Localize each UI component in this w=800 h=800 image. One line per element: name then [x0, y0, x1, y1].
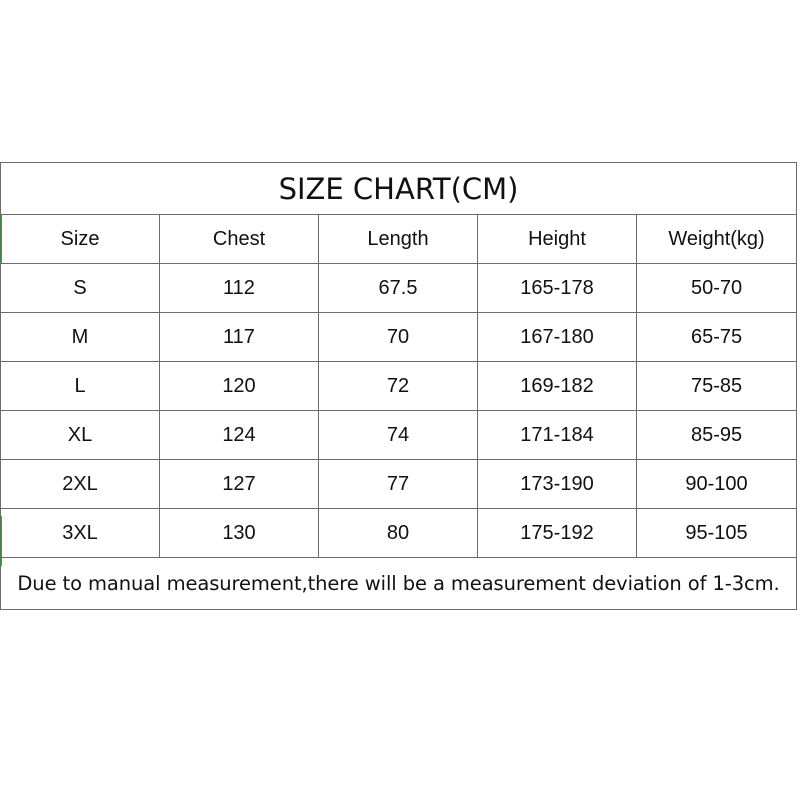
- column-header-chest: Chest: [160, 215, 319, 264]
- height-cell: 173-190: [478, 460, 637, 509]
- chest-cell: 124: [160, 411, 319, 460]
- size-cell: 2XL: [1, 460, 160, 509]
- table-row: [1, 411, 797, 460]
- chest-cell: 127: [160, 460, 319, 509]
- chest-cell: 130: [160, 509, 319, 558]
- size-cell: S: [1, 264, 160, 313]
- table-row: [1, 509, 797, 558]
- length-cell: 80: [319, 509, 478, 558]
- table-row: [1, 264, 797, 313]
- size-cell: XL: [1, 411, 160, 460]
- chart-title: SIZE CHART(CM): [1, 163, 797, 215]
- column-header-length: Length: [319, 215, 478, 264]
- column-header-size: Size: [1, 215, 160, 264]
- column-header-weight: Weight(kg): [637, 215, 797, 264]
- length-cell: 67.5: [319, 264, 478, 313]
- weight-cell: 50-70: [637, 264, 797, 313]
- length-cell: 77: [319, 460, 478, 509]
- measurement-note: Due to manual measurement,there will be a measurement deviation of 1-3cm.: [1, 558, 797, 610]
- table-row: [1, 362, 797, 411]
- weight-cell: 65-75: [637, 313, 797, 362]
- chest-cell: 120: [160, 362, 319, 411]
- weight-cell: 85-95: [637, 411, 797, 460]
- height-cell: 169-182: [478, 362, 637, 411]
- height-cell: 171-184: [478, 411, 637, 460]
- weight-cell: 95-105: [637, 509, 797, 558]
- column-header-height: Height: [478, 215, 637, 264]
- height-cell: 175-192: [478, 509, 637, 558]
- weight-cell: 75-85: [637, 362, 797, 411]
- size-cell: M: [1, 313, 160, 362]
- note-row: [1, 558, 797, 610]
- weight-cell: 90-100: [637, 460, 797, 509]
- header-row: [1, 215, 797, 264]
- chest-cell: 112: [160, 264, 319, 313]
- chest-cell: 117: [160, 313, 319, 362]
- length-cell: 70: [319, 313, 478, 362]
- size-chart-table: [0, 162, 797, 610]
- title-row: [1, 163, 797, 215]
- size-cell: 3XL: [1, 509, 160, 558]
- height-cell: 165-178: [478, 264, 637, 313]
- size-cell: L: [1, 362, 160, 411]
- length-cell: 72: [319, 362, 478, 411]
- height-cell: 167-180: [478, 313, 637, 362]
- length-cell: 74: [319, 411, 478, 460]
- table-row: [1, 313, 797, 362]
- table-row: [1, 460, 797, 509]
